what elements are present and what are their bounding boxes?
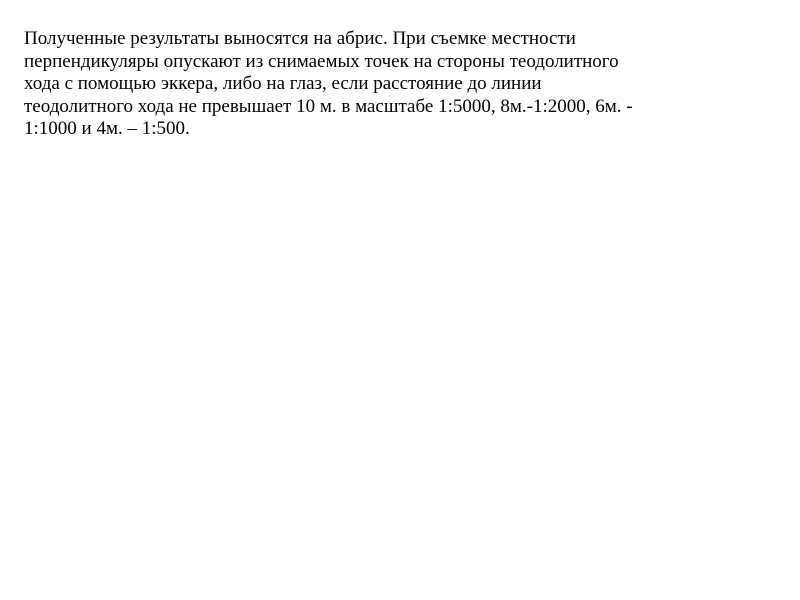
paragraph-line-5: 1:1000 и 4м. – 1:500.: [24, 118, 190, 139]
paragraph-line-2: перпендикуляры опускают из снимаемых точек на стороны теодолитного: [24, 50, 619, 72]
body-paragraph: [24, 28, 784, 141]
paragraph-line-4: теодолитного хода не превышает 10 м. в масштабе 1:5000, 8м.-1:2000, 6м. -: [24, 95, 633, 117]
paragraph-line-3: хода с помощью эккера, либо на глаз, если расстояние до линии: [24, 73, 542, 94]
paragraph-line-1: Полученные результаты выносятся на абрис. При съемке местности: [24, 28, 576, 49]
